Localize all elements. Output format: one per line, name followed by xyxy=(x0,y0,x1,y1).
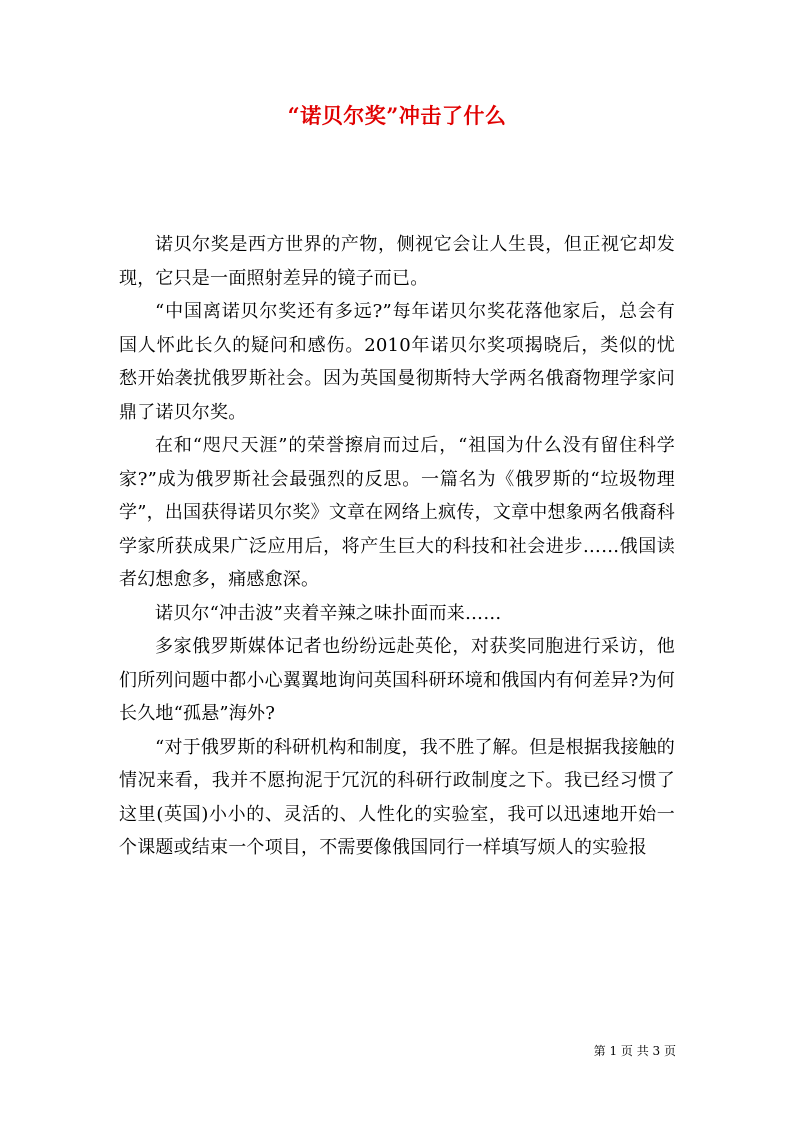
document-body xyxy=(119,228,675,865)
page-number: 第 1 页 共 3 页 xyxy=(593,1044,676,1058)
paragraph: 多家俄罗斯媒体记者也纷纷远赴英伦，对获奖同胞进行采访，他们所列问题中都小心翼翼地询问英国科研环境和俄国内有何差异?为何长久地“孤悬”海外? xyxy=(119,636,675,724)
paragraph: 诺贝尔奖是西方世界的产物，侧视它会让人生畏，但正视它却发现，它只是一面照射差异的镜子而已。 xyxy=(119,234,675,289)
document-title: “诺贝尔奖”冲击了什么 xyxy=(287,103,507,128)
paragraph: “中国离诺贝尔奖还有多远?”每年诺贝尔奖花落他家后，总会有国人怀此长久的疑问和感伤。2010年诺贝尔奖项揭晓后，类似的忧愁开始袭扰俄罗斯社会。因为英国曼彻斯特大学两名俄裔物理学家问鼎了诺贝尔奖。 xyxy=(119,301,675,423)
paragraph: 诺贝尔“冲击波”夹着辛辣之味扑面而来…… xyxy=(155,602,502,624)
paragraph: “对于俄罗斯的科研机构和制度，我不胜了解。但是根据我接触的情况来看，我并不愿拘泥于冗沉的科研行政制度之下。我已经习惯了这里(英国)小小的、灵活的、人性化的实验室，我可以迅速地开始一个课题或结束一个项目，不需要像俄国同行一样填写烦人的实验报 xyxy=(119,736,675,858)
paragraph: 在和“咫尺天涯”的荣誉擦肩而过后，“祖国为什么没有留住科学家?”成为俄罗斯社会最强烈的反思。一篇名为《俄罗斯的“垃圾物理学”，出国获得诺贝尔奖》文章在网络上疯传，文章中想象两名俄裔科学家所获成果广泛应用后，将产生巨大的科技和社会进步……俄国读者幻想愈多，痛感愈深。 xyxy=(119,435,675,590)
